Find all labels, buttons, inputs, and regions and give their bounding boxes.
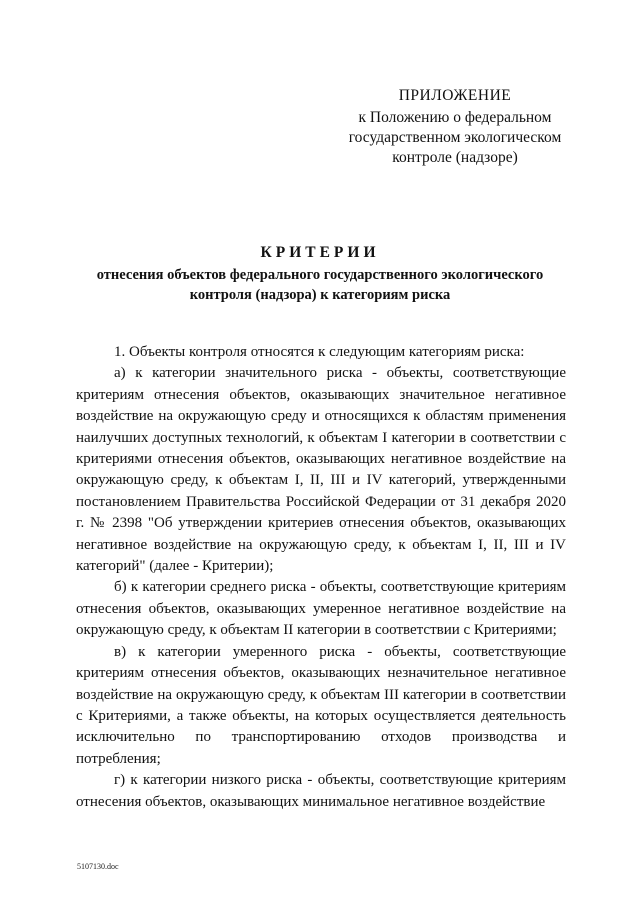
appendix-title: ПРИЛОЖЕНИЕ [398, 87, 512, 104]
appendix-line: государственном экологическом [348, 129, 562, 146]
appendix-block [340, 86, 570, 168]
criteria-title: КРИТЕРИИ [260, 244, 380, 261]
criteria-subtitle-line: отнесения объектов федерального государственного экологического [96, 267, 544, 283]
criteria-subtitle [70, 265, 570, 305]
paragraph-low-risk: г) к категории низкого риска - объекты, соответствующие критериям отнесения объектов, оказывающих минимальное негативное воздействие [76, 772, 566, 810]
body-text [76, 342, 566, 813]
paragraph-intro: 1. Объекты контроля относятся к следующим категориям риска: [114, 344, 525, 360]
paragraph-medium-risk: б) к категории среднего риска - объекты, соответствующие критериям отнесения объектов, оказывающих умеренное негативное воздействие на окружающую среду, к объектам II категории в соответствии с Критериями; [76, 579, 566, 639]
appendix-line: контроле (надзоре) [392, 149, 518, 166]
document-code: 5107130.doc [77, 862, 119, 871]
appendix-line: к Положению о федеральном [358, 109, 552, 126]
paragraph-moderate-risk: в) к категории умеренного риска - объекты, соответствующие критериям отнесения объектов, оказывающих незначительное негативное воздействие на окружающую среду, к объектам III категории в соответствии с Критериями, а также объекты, на которых осуществляется деятельность исключительно по транспортированию отходов производства и потребления; [76, 643, 566, 767]
criteria-subtitle-line: контроля (надзора) к категориям риска [189, 287, 451, 303]
paragraph-significant-risk: а) к категории значительного риска - объекты, соответствующие критериям отнесения объектов, оказывающих значительное негативное воздействие на окружающую среду и относящихся к областям применения наилучших доступных технологий, к объектам I категории в соответствии с критериями отнесения объектов, оказывающих негативное воздействие на окружающую среду, к объектам I, II, III и IV категорий, утвержденными постановлением Правительства Российской Федерации от 31 декабря 2020 г. № 2398 "Об утверждении критериев отнесения объектов, оказывающих негативное воздействие на окружающую среду, к объектам I, II, III и IV категорий" (далее - Критерии); [76, 365, 566, 575]
